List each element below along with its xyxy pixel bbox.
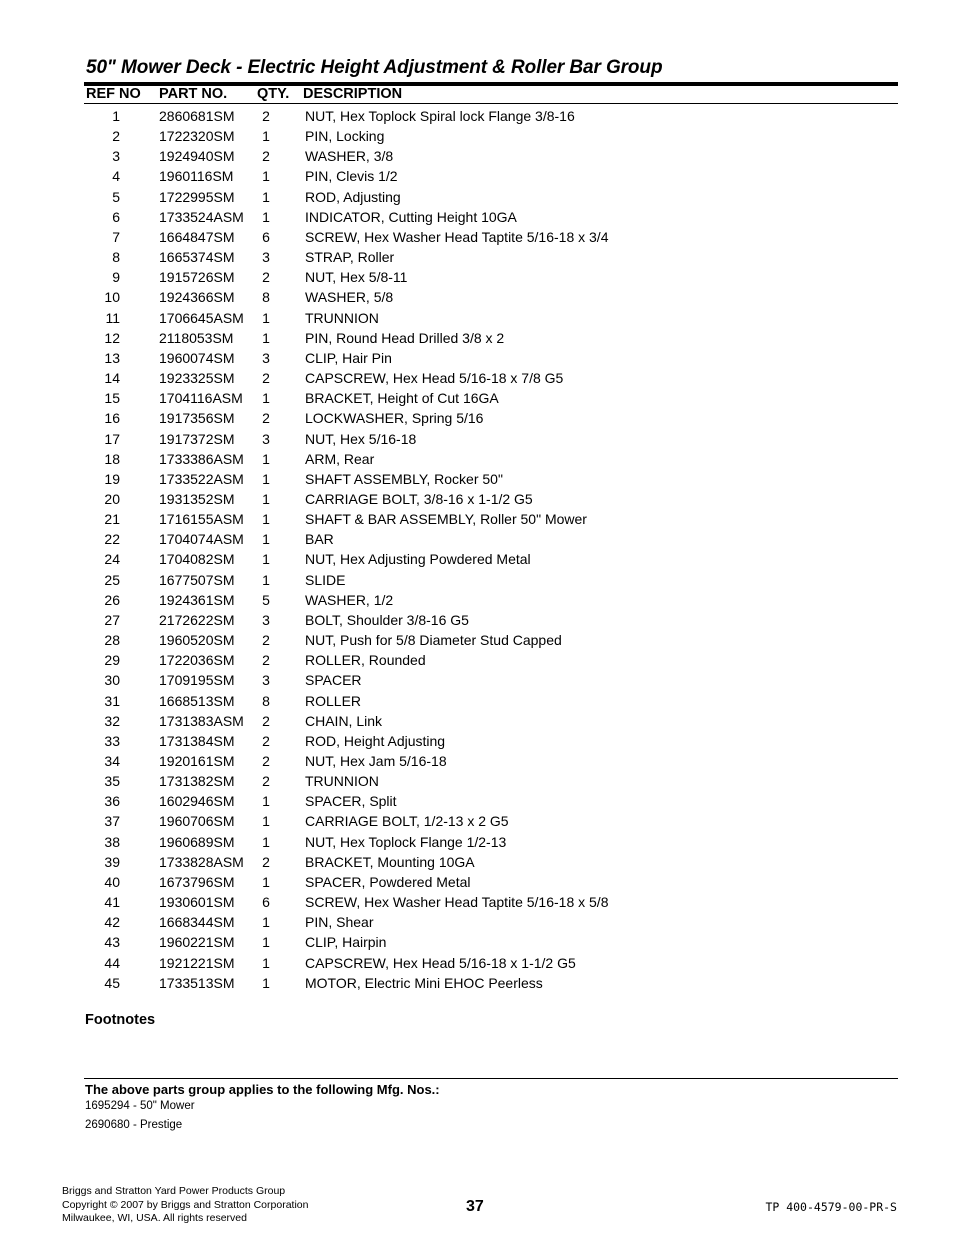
cell-description: PIN, Shear <box>305 914 374 931</box>
table-row <box>84 912 898 932</box>
table-row <box>84 227 898 247</box>
cell-ref-no: 35 <box>104 773 120 790</box>
table-row <box>84 711 898 731</box>
cell-qty: 1 <box>262 914 270 931</box>
cell-description: LOCKWASHER, Spring 5/16 <box>305 410 484 427</box>
cell-qty: 3 <box>262 611 270 628</box>
cell-description: SHAFT ASSEMBLY, Rocker 50" <box>305 470 503 487</box>
cell-qty: 1 <box>262 531 270 548</box>
footnotes-label: Footnotes <box>85 1012 156 1028</box>
cell-part-no: 1602946SM <box>159 793 235 810</box>
table-row <box>84 368 898 388</box>
cell-description: PIN, Round Head Drilled 3/8 x 2 <box>305 329 505 346</box>
cell-description: NUT, Hex 5/16-18 <box>305 430 417 447</box>
cell-qty: 3 <box>262 249 270 266</box>
cell-part-no: 1733513SM <box>159 974 235 991</box>
cell-ref-no: 19 <box>104 470 120 487</box>
cell-qty: 2 <box>262 853 270 870</box>
cell-qty: 1 <box>262 329 270 346</box>
cell-part-no: 1722995SM <box>159 188 235 205</box>
cell-part-no: 1709195SM <box>159 672 235 689</box>
cell-part-no: 1722320SM <box>159 128 235 145</box>
cell-part-no: 1930601SM <box>159 894 235 911</box>
cell-qty: 2 <box>262 632 270 649</box>
cell-qty: 1 <box>262 188 270 205</box>
cell-ref-no: 1 <box>112 108 120 124</box>
cell-ref-no: 41 <box>104 894 120 911</box>
cell-part-no: 1673796SM <box>159 873 235 890</box>
cell-part-no: 1733386ASM <box>159 450 244 467</box>
cell-description: PIN, Locking <box>305 128 385 145</box>
cell-ref-no: 36 <box>104 793 120 810</box>
cell-part-no: 1915726SM <box>159 269 235 286</box>
cell-description: NUT, Push for 5/8 Diameter Stud Capped <box>305 632 562 649</box>
cell-ref-no: 29 <box>104 652 120 669</box>
cell-description: SLIDE <box>305 571 346 588</box>
cell-ref-no: 43 <box>104 934 120 951</box>
cell-qty: 2 <box>262 148 270 165</box>
cell-ref-no: 18 <box>104 450 120 467</box>
parts-table-body <box>84 106 898 993</box>
column-header-description: DESCRIPTION <box>303 86 403 102</box>
cell-ref-no: 24 <box>104 551 120 568</box>
cell-qty: 1 <box>262 813 270 830</box>
table-row <box>84 771 898 791</box>
cell-part-no: 1931352SM <box>159 490 235 507</box>
cell-description: ROLLER <box>305 692 362 709</box>
cell-qty: 1 <box>262 934 270 951</box>
cell-ref-no: 42 <box>104 914 120 931</box>
cell-ref-no: 40 <box>104 873 120 890</box>
cell-part-no: 2118053SM <box>159 329 234 346</box>
table-row <box>84 832 898 852</box>
table-row <box>84 731 898 751</box>
cell-qty: 1 <box>262 551 270 568</box>
table-row <box>84 529 898 549</box>
cell-description: NUT, Hex Adjusting Powdered Metal <box>305 551 531 568</box>
cell-ref-no: 31 <box>104 692 120 709</box>
cell-description: NUT, Hex Jam 5/16-18 <box>305 753 447 769</box>
cell-qty: 3 <box>262 672 270 689</box>
cell-ref-no: 7 <box>112 228 120 245</box>
cell-qty: 2 <box>262 108 270 124</box>
table-row <box>84 126 898 146</box>
cell-ref-no: 4 <box>112 168 120 185</box>
cell-part-no: 1665374SM <box>159 249 235 266</box>
cell-ref-no: 33 <box>104 732 120 749</box>
table-row <box>84 590 898 610</box>
cell-part-no: 1960116SM <box>159 168 234 185</box>
cell-qty: 2 <box>262 652 270 669</box>
table-row <box>84 570 898 590</box>
cell-part-no: 1731382SM <box>159 773 235 790</box>
cell-ref-no: 14 <box>104 370 120 387</box>
cell-part-no: 1921221SM <box>159 954 235 971</box>
cell-part-no: 1733828ASM <box>159 853 244 870</box>
cell-part-no: 1920161SM <box>159 753 235 769</box>
table-row <box>84 287 898 307</box>
cell-description: BRACKET, Mounting 10GA <box>305 853 475 870</box>
cell-description: NUT, Hex 5/8-11 <box>305 269 408 286</box>
table-row <box>84 791 898 811</box>
cell-description: MOTOR, Electric Mini EHOC Peerless <box>305 974 543 991</box>
footer-copyright <box>62 1185 308 1226</box>
cell-ref-no: 32 <box>104 712 120 729</box>
cell-part-no: 1731383ASM <box>159 712 244 729</box>
cell-part-no: 1923325SM <box>159 370 235 387</box>
table-row <box>84 267 898 287</box>
table-row <box>84 489 898 509</box>
cell-ref-no: 11 <box>105 309 120 326</box>
document-code: TP 400-4579-00-PR-S <box>765 1200 897 1214</box>
cell-ref-no: 22 <box>104 531 120 548</box>
table-row <box>84 691 898 711</box>
cell-part-no: 1668513SM <box>159 692 235 709</box>
cell-description: INDICATOR, Cutting Height 10GA <box>305 208 517 225</box>
cell-qty: 1 <box>262 954 270 971</box>
cell-qty: 1 <box>262 168 270 185</box>
table-row <box>84 388 898 408</box>
cell-part-no: 1704116ASM <box>159 390 243 407</box>
footer-line: Milwaukee, WI, USA. All rights reserved <box>62 1212 247 1224</box>
cell-part-no: 1960074SM <box>159 349 235 366</box>
cell-part-no: 1960706SM <box>159 813 235 830</box>
cell-description: SPACER, Powdered Metal <box>305 873 471 890</box>
table-row <box>84 509 898 529</box>
cell-qty: 1 <box>262 309 270 326</box>
cell-description: SCREW, Hex Washer Head Taptite 5/16-18 x 3/4 <box>305 228 609 245</box>
cell-qty: 1 <box>262 511 270 528</box>
table-row <box>84 449 898 469</box>
cell-part-no: 1704082SM <box>159 551 235 568</box>
page-number: 37 <box>466 1198 484 1215</box>
cell-description: SPACER, Split <box>305 793 397 810</box>
cell-description: CARRIAGE BOLT, 1/2-13 x 2 G5 <box>305 813 509 830</box>
cell-qty: 2 <box>262 773 270 790</box>
cell-ref-no: 2 <box>112 128 120 145</box>
cell-ref-no: 39 <box>104 853 120 870</box>
cell-description: BOLT, Shoulder 3/8-16 G5 <box>305 611 469 628</box>
cell-qty: 2 <box>262 410 270 427</box>
cell-description: PIN, Clevis 1/2 <box>305 168 398 185</box>
cell-description: SPACER <box>305 672 362 689</box>
page-title: 50" Mower Deck - Electric Height Adjustment & Roller Bar Group <box>86 57 663 78</box>
cell-ref-no: 13 <box>104 349 120 366</box>
cell-description: TRUNNION <box>305 309 379 326</box>
cell-description: SHAFT & BAR ASSEMBLY, Roller 50" Mower <box>305 511 587 528</box>
table-row <box>84 630 898 650</box>
table-row <box>84 429 898 449</box>
cell-part-no: 1960520SM <box>159 632 235 649</box>
table-row <box>84 892 898 912</box>
column-header-part-no: PART NO. <box>159 86 228 102</box>
cell-description: WASHER, 3/8 <box>305 148 394 165</box>
cell-ref-no: 20 <box>104 490 120 507</box>
cell-ref-no: 5 <box>112 188 120 205</box>
table-row <box>84 408 898 428</box>
cell-qty: 2 <box>262 753 270 769</box>
cell-qty: 2 <box>262 712 270 729</box>
cell-description: CAPSCREW, Hex Head 5/16-18 x 7/8 G5 <box>305 370 564 387</box>
cell-ref-no: 16 <box>104 410 120 427</box>
mfg-item: 1695294 - 50" Mower <box>85 1100 195 1112</box>
cell-ref-no: 38 <box>104 833 120 850</box>
cell-part-no: 1733522ASM <box>159 470 244 487</box>
cell-qty: 1 <box>262 450 270 467</box>
cell-part-no: 1722036SM <box>159 652 235 669</box>
cell-part-no: 1704074ASM <box>159 531 244 548</box>
cell-qty: 1 <box>262 390 270 407</box>
cell-ref-no: 21 <box>104 511 120 528</box>
cell-qty: 1 <box>262 208 270 225</box>
footer-line: Briggs and Stratton Yard Power Products Group <box>62 1185 286 1197</box>
table-row <box>84 308 898 328</box>
column-header-ref-no: REF NO <box>86 86 141 102</box>
cell-qty: 2 <box>262 370 270 387</box>
cell-qty: 8 <box>262 289 270 306</box>
cell-description: NUT, Hex Toplock Spiral lock Flange 3/8-16 <box>305 108 575 124</box>
cell-description: CAPSCREW, Hex Head 5/16-18 x 1-1/2 G5 <box>305 954 576 971</box>
cell-part-no: 1924361SM <box>159 591 235 608</box>
cell-ref-no: 34 <box>104 753 120 769</box>
cell-ref-no: 44 <box>104 954 120 971</box>
cell-qty: 3 <box>262 349 270 366</box>
cell-ref-no: 28 <box>104 632 120 649</box>
cell-part-no: 1706645ASM <box>159 309 244 326</box>
cell-ref-no: 8 <box>112 249 120 266</box>
cell-qty: 8 <box>262 692 270 709</box>
cell-ref-no: 6 <box>112 208 120 225</box>
cell-part-no: 2860681SM <box>159 108 235 124</box>
table-row <box>84 106 898 126</box>
cell-description: CARRIAGE BOLT, 3/8-16 x 1-1/2 G5 <box>305 490 533 507</box>
cell-part-no: 1731384SM <box>159 732 235 749</box>
cell-ref-no: 27 <box>104 611 120 628</box>
column-header-qty: QTY. <box>257 86 290 102</box>
cell-description: TRUNNION <box>305 773 379 790</box>
footer-line: Copyright © 2007 by Briggs and Stratton Corporation <box>62 1198 309 1211</box>
table-row <box>84 166 898 186</box>
cell-part-no: 2172622SM <box>159 611 235 628</box>
cell-qty: 6 <box>262 894 270 911</box>
table-row <box>84 872 898 892</box>
cell-qty: 2 <box>262 269 270 286</box>
cell-description: BRACKET, Height of Cut 16GA <box>305 390 499 407</box>
cell-qty: 1 <box>262 873 270 890</box>
cell-qty: 2 <box>262 732 270 749</box>
cell-ref-no: 12 <box>104 329 120 346</box>
cell-part-no: 1677507SM <box>159 571 235 588</box>
table-row <box>84 328 898 348</box>
cell-part-no: 1917356SM <box>159 410 235 427</box>
table-row <box>84 469 898 489</box>
cell-ref-no: 25 <box>104 571 120 588</box>
cell-description: ROD, Height Adjusting <box>305 732 446 749</box>
table-header <box>84 86 898 104</box>
table-row <box>84 650 898 670</box>
cell-qty: 1 <box>262 571 270 588</box>
cell-part-no: 1917372SM <box>159 430 235 447</box>
cell-description: WASHER, 1/2 <box>305 591 394 608</box>
cell-part-no: 1664847SM <box>159 228 235 245</box>
cell-part-no: 1716155ASM <box>159 511 244 528</box>
mfg-item: 2690680 - Prestige <box>85 1119 183 1131</box>
table-row <box>84 247 898 267</box>
cell-qty: 6 <box>262 228 270 245</box>
cell-qty: 1 <box>262 974 270 991</box>
cell-part-no: 1960221SM <box>159 934 235 951</box>
mfg-heading: The above parts group applies to the following Mfg. Nos.: <box>85 1082 440 1097</box>
cell-description: CHAIN, Link <box>305 712 383 729</box>
cell-qty: 3 <box>262 430 270 447</box>
table-row <box>84 610 898 630</box>
cell-ref-no: 3 <box>112 148 120 165</box>
cell-description: NUT, Hex Toplock Flange 1/2-13 <box>305 833 507 850</box>
cell-description: ARM, Rear <box>305 450 375 467</box>
cell-part-no: 1733524ASM <box>159 208 244 225</box>
cell-part-no: 1924940SM <box>159 148 235 165</box>
cell-description: BAR <box>305 531 334 548</box>
cell-ref-no: 30 <box>104 672 120 689</box>
table-row <box>84 932 898 952</box>
cell-description: STRAP, Roller <box>305 249 395 266</box>
cell-ref-no: 45 <box>104 974 120 991</box>
table-row <box>84 348 898 368</box>
table-row <box>84 852 898 872</box>
cell-ref-no: 15 <box>104 390 120 407</box>
cell-qty: 1 <box>262 833 270 850</box>
mfg-divider <box>84 1078 898 1079</box>
table-row <box>84 187 898 207</box>
table-row <box>84 146 898 166</box>
cell-qty: 5 <box>262 591 270 608</box>
table-row <box>84 973 898 993</box>
table-row <box>84 811 898 831</box>
cell-part-no: 1960689SM <box>159 833 235 850</box>
cell-ref-no: 9 <box>112 269 120 286</box>
cell-qty: 1 <box>262 128 270 145</box>
table-row <box>84 207 898 227</box>
cell-qty: 1 <box>262 490 270 507</box>
cell-part-no: 1924366SM <box>159 289 235 306</box>
table-row <box>84 670 898 690</box>
cell-ref-no: 17 <box>104 430 120 447</box>
cell-qty: 1 <box>262 470 270 487</box>
cell-description: CLIP, Hair Pin <box>305 349 392 366</box>
cell-ref-no: 26 <box>104 591 120 608</box>
cell-description: ROLLER, Rounded <box>305 652 426 669</box>
table-row <box>84 751 898 771</box>
table-row <box>84 549 898 569</box>
cell-description: ROD, Adjusting <box>305 188 401 205</box>
table-row <box>84 953 898 973</box>
cell-description: WASHER, 5/8 <box>305 289 394 306</box>
cell-ref-no: 10 <box>104 289 120 306</box>
cell-description: SCREW, Hex Washer Head Taptite 5/16-18 x 5/8 <box>305 894 609 911</box>
cell-part-no: 1668344SM <box>159 914 235 931</box>
cell-ref-no: 37 <box>104 813 120 830</box>
cell-description: CLIP, Hairpin <box>305 934 387 951</box>
cell-qty: 1 <box>262 793 270 810</box>
